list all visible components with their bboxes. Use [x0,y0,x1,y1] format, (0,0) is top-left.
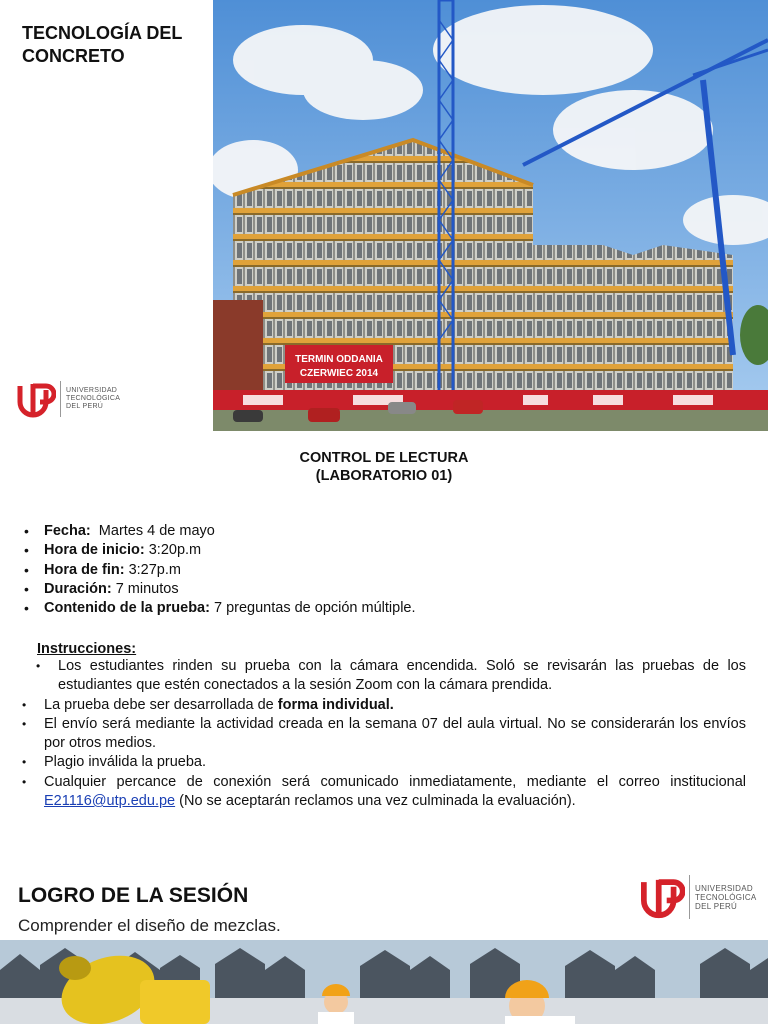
logro-text: Comprender el diseño de mezclas. [18,916,281,935]
detail-label: Hora de inicio: [44,542,145,559]
detail-duracion [22,580,416,599]
document-heading [0,449,768,485]
utp-logo-icon [14,380,56,418]
banner-line1: TERMIN ODDANIA [295,354,383,365]
detail-contenido [22,599,416,618]
university-line1: UNIVERSIDAD [66,387,118,394]
document-title-line2: (LABORATORIO 01) [315,468,453,484]
utp-logo-icon [637,875,685,919]
instruction-item [22,696,746,715]
detail-label: Hora de fin: [44,561,125,578]
university-line3: DEL PERÚ [66,403,104,410]
document-title-line1: CONTROL DE LECTURA [299,450,469,466]
exam-details-list [22,522,416,618]
instruction-text: La prueba debe ser desarrollada de [44,696,278,713]
university-line1: UNIVERSIDAD [695,883,753,893]
utp-logo-bottom [637,875,757,919]
logro-title: LOGRO DE LA SESIÓN [18,884,249,907]
instructions-heading: Instrucciones: [37,641,137,657]
logo-divider [689,875,690,919]
instruction-item: • Los estudiantes rinden su prueba con la cámara encendida. Soló se revisarán las pruebas de los estudiantes que estén conectados a la sesión Zoom con la cámara prendida. [22,657,746,696]
instruction-text: Cualquier percance de conexión será comunicado inmediatamente, mediante el correo institucional [44,773,746,790]
university-line2: TECNOLÓGICA [66,395,121,402]
detail-value: 7 preguntas de opción múltiple. [209,600,416,617]
instruction-item: • Plagio inválida la prueba. [22,753,746,772]
instruction-emphasis: forma individual. [277,696,394,713]
instruction-item: • El envío será mediante la actividad creada en la semana 07 del aula virtual. No se considerarán los envíos por otros medios. [22,715,746,754]
detail-value: 3:20p.m [144,542,202,559]
construction-photo-illustration [213,0,768,431]
instruction-text: (No se aceptarán reclamos una vez culminada la evaluación). [175,793,576,810]
detail-fecha [22,522,416,541]
instructions-list [22,657,746,811]
course-title: TECNOLOGÍA DEL CONCRETO [22,23,183,66]
construction-footer-illustration [0,940,768,1024]
detail-value: 3:27p.m [124,561,181,578]
detail-label: Duración: [44,580,112,597]
detail-label: Fecha: [44,523,91,539]
construction-photo [213,0,768,431]
footer-illustration-svg [0,940,768,1024]
detail-value: Martes 4 de mayo [90,523,215,539]
logo-divider [60,381,61,417]
detail-value: 7 minutos [111,580,179,597]
university-name [695,884,757,911]
detail-hora-inicio [22,541,416,560]
university-line3: DEL PERÚ [695,901,738,911]
instruction-item [22,773,746,812]
email-link[interactable]: E21116@utp.edu.pe [44,793,176,810]
university-name [66,387,120,411]
detail-label: Contenido de la prueba: [44,600,210,617]
utp-logo [14,380,120,418]
banner-line2: CZERWIEC 2014 [299,368,379,379]
detail-hora-fin [22,561,416,580]
university-line2: TECNOLÓGICA [695,892,757,902]
